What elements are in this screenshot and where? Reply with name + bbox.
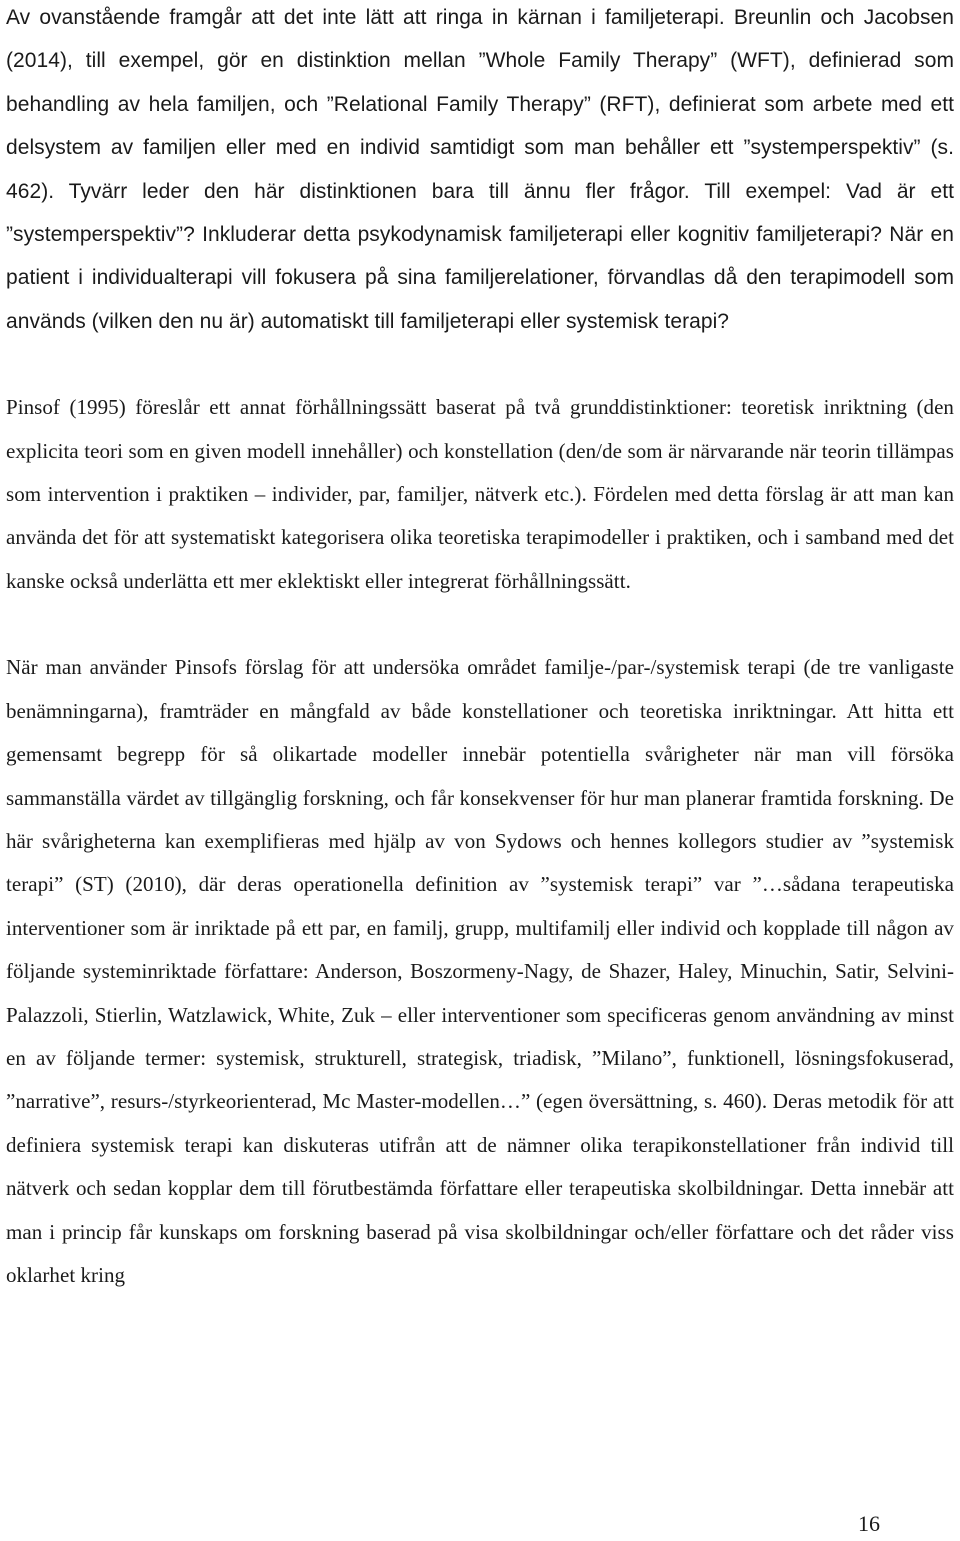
paragraph-2: Pinsof (1995) föreslår ett annat förhållningssätt baserat på två grunddistinktioner: teoretisk inriktning (den explicita teori som en given modell innehåller) och konstellation (den/de som är närvarande när teorin tillämpas som intervention i praktiken – individer, par, familjer, nätverk etc.). Fördelen med detta förslag är att man kan använda det för att systematiskt kategorisera olika teoretiska terapimodeller i praktiken, och i samband med det kanske också underlätta ett mer eklektiskt eller integrerat förhållningssätt. [6, 395, 954, 593]
paragraph-1: Av ovanstående framgår att det inte lätt att ringa in kärnan i familjeterapi. Breunlin och Jacobsen (2014), till exempel, gör en distinktion mellan ”Whole Family Therapy” (WFT), definierad som behandling av hela familjen, och ”Relational Family Therapy” (RFT), definierat som arbete med ett delsystem av familjen eller med en individ samtidigt som man behåller ett ”systemperspektiv” (s. 462). Tyvärr leder den här distinktionen bara till ännu fler frågor. Till exempel: Vad är ett ”systemperspektiv”? Inkluderar detta psykodynamisk familjeterapi eller kognitiv familjeterapi? När en patient i individualterapi vill fokusera på sina familjerelationer, förvandlas då den terapimodell som används (vilken den nu är) automatiskt till familjeterapi eller systemisk terapi? [6, 6, 954, 333]
paragraph-3: När man använder Pinsofs förslag för att undersöka området familje-/par-/systemisk terapi (de tre vanligaste benämningarna), framträder en mångfald av både konstellationer och teoretiska inriktningar. Att hitta ett gemensamt begrepp för så olikartade modeller innebär potentiella svårigheter när man vill försöka sammanställa värdet av tillgänglig forskning, och får konsekvenser för hur man planerar framtida forskning. De här svårigheterna kan exemplifieras med hjälp av von Sydows och hennes kollegors studier av ”systemisk terapi” (ST) (2010), där deras operationella definition av ”systemisk terapi” var ”…sådana terapeutiska interventioner som är inriktade på ett par, en familj, grupp, multifamilj eller individ och kopplade till någon av följande systeminriktade författare: Anderson, Boszormeny-Nagy, de Shazer, Haley, Minuchin, Satir, Selvini-Palazzoli, Stierlin, Watzlawick, White, Zuk – eller interventioner som specificeras genom användning av minst en av följande termer: systemisk, strukturell, strategisk, triadisk, ”Milano”, funktionell, lösningsfokuserad, ”narrative”, resurs-/styrkeorienterad, Mc Master-modellen…” (egen översättning, s. 460). Deras metodik för att definiera systemisk terapi kan diskuteras utifrån att de nämner olika terapikonstellationer från individ till nätverk och sedan kopplar dem till förutbestämda författare eller terapeutiska skolbildningar. Detta innebär att man i princip får kunskaps om forskning baserad på visa skolbildningar och/eller författare och det råder viss oklarhet kring [6, 655, 954, 1287]
text-body [6, 0, 954, 1297]
page-number: 16 [858, 1511, 880, 1536]
